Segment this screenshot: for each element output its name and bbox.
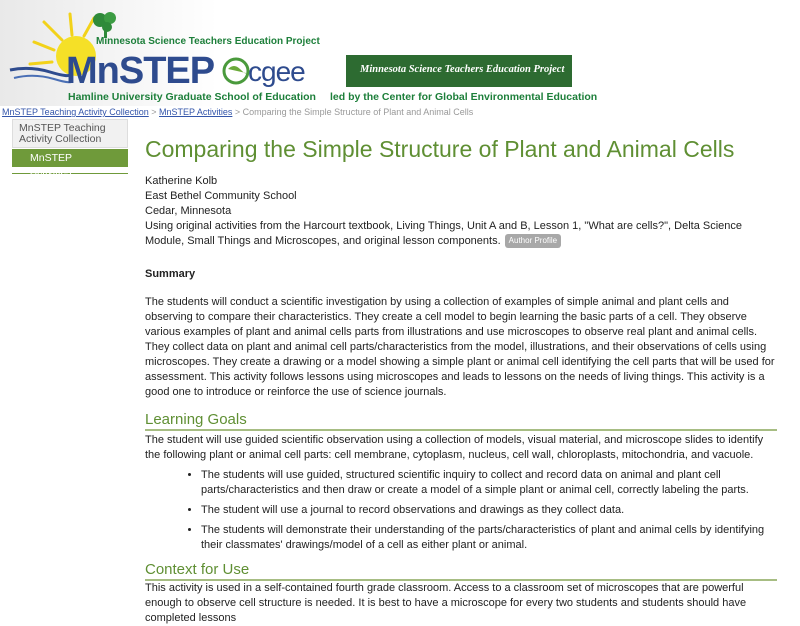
- learning-goals-heading: Learning Goals: [145, 411, 777, 431]
- cgee-project-name: Minnesota Science Teachers Education Project: [360, 64, 565, 75]
- breadcrumb-separator: >: [148, 107, 160, 117]
- breadcrumb-separator: >: [232, 107, 243, 117]
- context-text: This activity is used in a self-contained fourth grade classroom. Access to a classroom set of microscopes that are powerful enough to observe cell structure is needed. It is best to have a microscope for every two students and students should have completed lessons: [145, 582, 747, 624]
- sources-text: Using original activities from the Harcourt textbook, Living Things, Unit A and B, Lesson 1, "What are cells?", Delta Science Module, Small Things and Microscopes, and original lesson components.: [145, 220, 743, 247]
- main-content: [145, 130, 777, 626]
- list-item: • The students will use guided, structured scientific inquiry to collect and record data on animal and plant cell parts/characteristics and then draw or create a model of a simple plant or animal cell, correctly labeling the parts.: [201, 468, 777, 498]
- author-profile-button[interactable]: Author Profile: [505, 234, 561, 248]
- header-banner: [0, 0, 800, 106]
- page-title: Comparing the Simple Structure of Plant and Animal Cells: [145, 136, 735, 162]
- breadcrumb-link-collection[interactable]: MnSTEP Teaching Activity Collection: [2, 107, 149, 117]
- list-item: • The students will demonstrate their understanding of the parts/characteristics of plant and animal cells by identifying their classmates' drawings/model of a cell as either plant or animal.: [201, 523, 777, 553]
- summary-heading: Summary: [145, 268, 196, 280]
- project-name-small: Minnesota Science Teachers Education Project: [96, 36, 320, 47]
- breadcrumb-link-activities[interactable]: MnSTEP Activities: [159, 107, 233, 117]
- sidebar: [12, 119, 128, 178]
- mnstep-logo[interactable]: MnSTEP: [66, 50, 215, 92]
- author-block: [145, 174, 777, 249]
- author-name: Katherine Kolb: [145, 175, 218, 187]
- author-sources: [145, 219, 777, 249]
- cgee-logo: cgee: [248, 56, 305, 87]
- sidebar-item-collection[interactable]: MnSTEP Teaching Activity Collection: [12, 119, 128, 148]
- sidebar-item-activities[interactable]: MnSTEP Activities: [12, 149, 128, 167]
- list-item: • The student will use a journal to record observations and drawings as they collect data.: [201, 503, 777, 518]
- breadcrumb: [2, 107, 473, 117]
- breadcrumb-current: Comparing the Simple Structure of Plant and Animal Cells: [242, 107, 474, 117]
- learning-goals-list: [145, 468, 777, 553]
- context-heading: Context for Use: [145, 561, 777, 581]
- school-name: Hamline University Graduate School of Education: [68, 91, 316, 103]
- author-location: Cedar, Minnesota: [145, 205, 232, 217]
- author-school: East Bethel Community School: [145, 190, 297, 202]
- led-by-text: led by the Center for Global Environmental Education: [330, 91, 598, 103]
- cgee-banner[interactable]: [218, 55, 572, 87]
- learning-goals-intro: The student will use guided scientific observation using a collection of models, visual material, and microscope slides to identify the following plant or animal cell parts: cell membrane, cytoplasm, nucleus, cell wall, chloroplasts, mitochondria, and vacuole.: [145, 434, 764, 461]
- summary-text: The students will conduct a scientific investigation by using a collection of examples of simple animal and plant cells and observing to compare their characteristics. They create a cell model to begin learning the basic parts of a cell. They observe various examples of plant and animal cells parts from illustrations and use microscopes to observe real plant and animal cells. They collect data on plant and animal cell parts/characteristics from the model, illustrations, and their observations of cells using microscopes. They create a drawing or a model showing a simple plant or animal cell identifying the cell parts that will be used for assessment. This activity follows lessons using microscopes and leads to lessons on the needs of living things. This activity is a good one to introduce or reinforce the use of science journals.: [145, 296, 775, 398]
